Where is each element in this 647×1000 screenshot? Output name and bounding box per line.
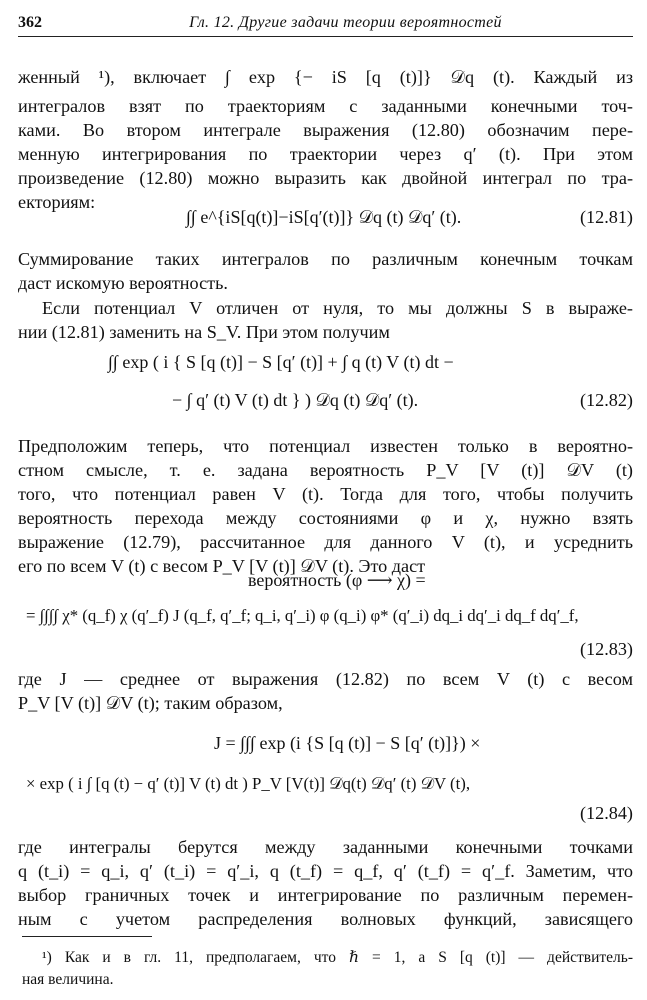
text-line: где интегралы берутся между заданными конечными точками xyxy=(18,837,633,857)
text-line: женный ¹), включает ∫ exp {− iS [q (t)]} 𝒟q (t). Каждый из xyxy=(18,67,633,87)
text-line: нии (12.81) заменить на S_V. При этом получим xyxy=(18,322,390,342)
text-line: Если потенциал V отличен от нуля, то мы должны S в выраже- xyxy=(42,298,633,318)
equation-12-84-part2: × exp ( i ∫ [q (t) − q′ (t)] V (t) dt ) P_V [V(t)] 𝒟q(t) 𝒟q′ (t) 𝒟V (t), xyxy=(26,774,471,793)
text-line: вероятность перехода между состояниями φ и χ, нужно взять xyxy=(18,508,633,528)
running-title: Гл. 12. Другие задачи теории вероятностей xyxy=(189,14,502,31)
text-line: того, что потенциал равен V (t). Тогда для того, чтобы получить xyxy=(18,484,633,504)
text-line: произведение (12.80) можно выразить как двойной интеграл по тра- xyxy=(18,168,633,188)
equation-12-82-part2: − ∫ q′ (t) V (t) dt } ) 𝒟q (t) 𝒟q′ (t). xyxy=(172,390,419,410)
text-line: екториям: xyxy=(18,192,96,212)
equation-12-84-part1: J = ∫∫∫ exp (i {S [q (t)] − S [q′ (t)]}) × xyxy=(214,733,481,753)
footnote-line: ¹) Как и в гл. 11, предполагаем, что ℏ = 1, а S [q (t)] — действитель- xyxy=(42,949,633,966)
text-line: q (t_i) = q_i, q′ (t_i) = q′_i, q (t_f) = q_f, q′ (t_f) = q′_f. Заметим, что xyxy=(18,861,633,881)
text-line: ками. Во втором интеграле выражения (12.80) обозначим пере- xyxy=(18,120,633,140)
equation-number: (12.84) xyxy=(579,803,633,823)
text-line: даст искомую вероятность. xyxy=(18,273,228,293)
text-line: его по всем V (t) с весом P_V [V (t)] 𝒟V (t). Это даст xyxy=(18,556,426,576)
text-line: ным с учетом распределения волновых функций, зависящего xyxy=(18,909,633,929)
equation-12-82-part1: ∫∫ exp ( i { S [q (t)] − S [q′ (t)] + ∫ q (t) V (t) dt − xyxy=(108,352,454,372)
text-line: где J — среднее от выражения (12.82) по всем V (t) с весом xyxy=(18,669,633,689)
text-line: P_V [V (t)] 𝒟V (t); таким образом, xyxy=(18,693,283,713)
page-header xyxy=(18,14,633,37)
equation-number: (12.82) xyxy=(579,390,633,410)
text-line: интегралов взят по траекториям с заданными конечными точ- xyxy=(18,96,633,116)
text-line: выражение (12.79), рассчитанное для данного V (t), и усреднить xyxy=(18,532,633,552)
equation-12-81: ∫∫ e^{iS[q(t)]−iS[q′(t)]} 𝒟q (t) 𝒟q′ (t). xyxy=(186,207,462,227)
page-number: 362 xyxy=(18,14,42,31)
footnote-line: ная величина. xyxy=(22,971,114,988)
equation-12-83-part1: вероятность (φ ⟶ χ) = xyxy=(248,570,426,590)
text-line: выбор граничных точек и интегрирование по различным перемен- xyxy=(18,885,633,905)
text-line: менную интегрирования по траектории через q′ (t). При этом xyxy=(18,144,633,164)
text-line: стном смысле, т. е. задана вероятность P_V [V (t)] 𝒟V (t) xyxy=(18,460,633,480)
footnote-rule xyxy=(22,936,152,937)
equation-12-83-part2: = ∫∫∫∫ χ* (q_f) χ (q′_f) J (q_f, q′_f; q_i, q′_i) φ (q_i) φ* (q′_i) dq_i dq′_i dq_f dq′_f, xyxy=(26,606,579,625)
text-line: Предположим теперь, что потенциал известен только в вероятно- xyxy=(18,436,633,456)
equation-number: (12.81) xyxy=(579,207,633,227)
equation-number: (12.83) xyxy=(579,639,633,659)
text-line: Суммирование таких интегралов по различным конечным точкам xyxy=(18,249,633,269)
